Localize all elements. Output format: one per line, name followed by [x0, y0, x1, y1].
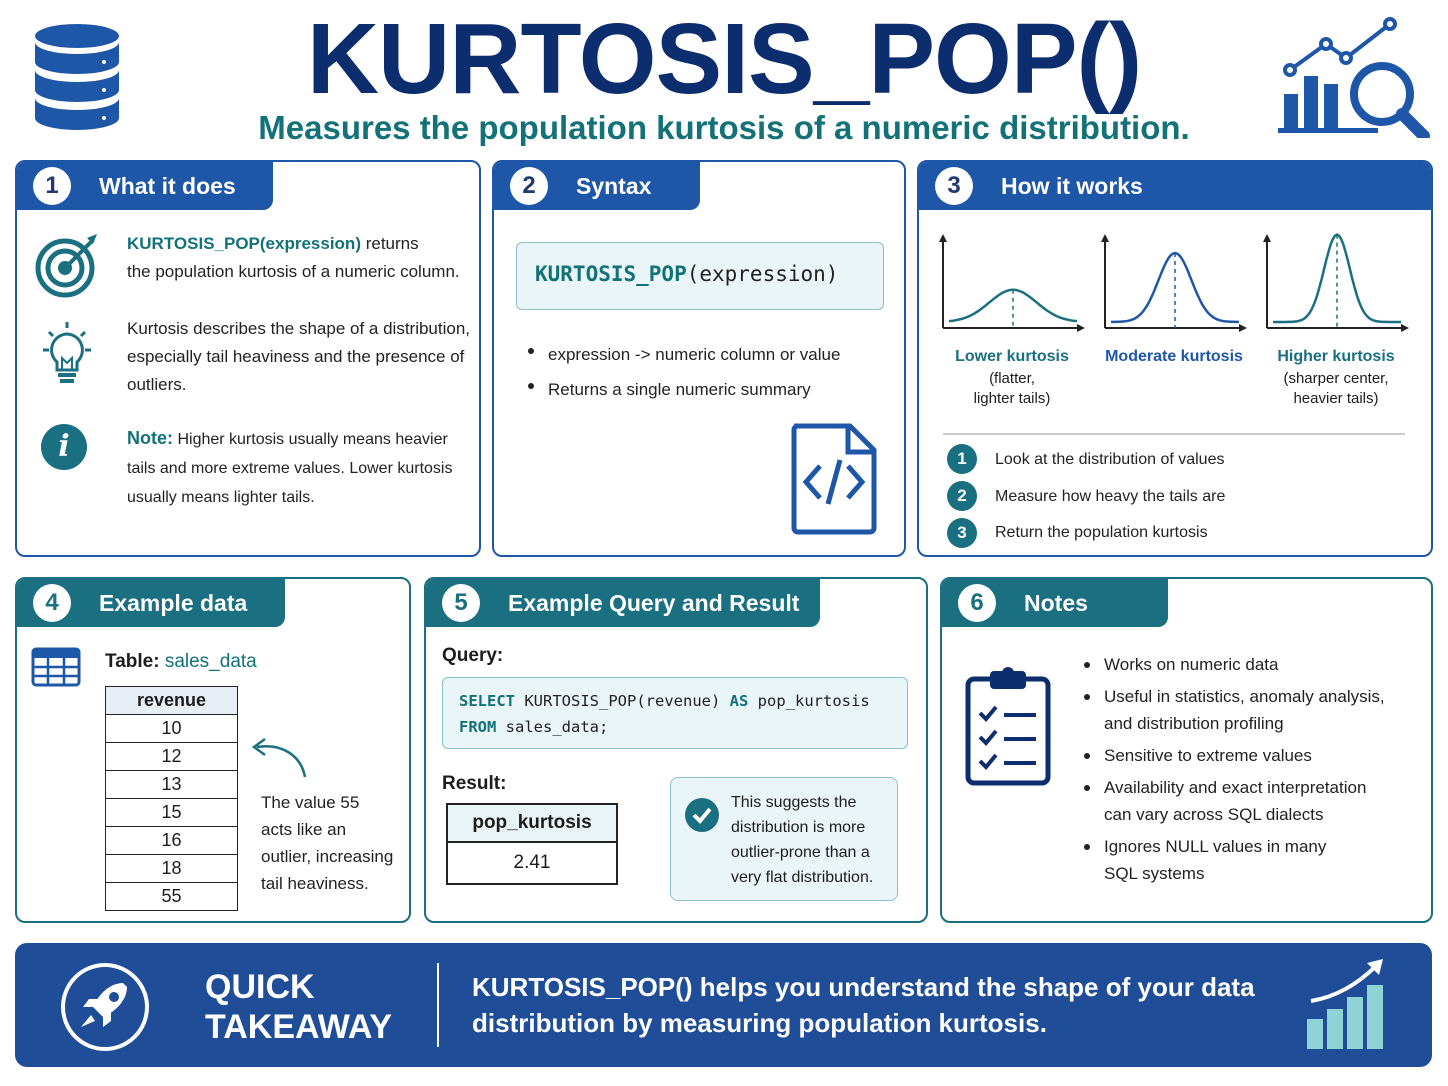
curve-label-high: Higher kurtosis (sharper center, heavier tails) [1277, 348, 1395, 407]
curve-label-moderate: Moderate kurtosis [1105, 348, 1243, 365]
step-number: 1 [33, 167, 71, 205]
check-circle-icon [685, 798, 719, 832]
step-badge: 3 [947, 518, 977, 548]
table-row [106, 827, 238, 855]
list-item: Ignores NULL values in many SQL systems [1080, 833, 1385, 887]
query-code-box: SELECT KURTOSIS_POP(revenue) AS pop_kurtosis FROM sales_data; [442, 677, 908, 749]
syntax-bullets [524, 337, 840, 407]
page-subtitle: Measures the population kurtosis of a numeric distribution. [258, 109, 1190, 146]
kurtosis-explanation: Kurtosis describes the shape of a distribution, especially tail heaviness and the presence of outliers. [127, 319, 471, 394]
page-title: KURTOSIS_POP() [306, 3, 1142, 115]
table-row [106, 883, 238, 911]
syntax-args: (expression) [686, 262, 839, 286]
function-description: KURTOSIS_POP(expression) returns the population kurtosis of a numeric column. [127, 234, 460, 281]
step-number: 6 [958, 584, 996, 622]
step-badge: 1 [947, 444, 977, 474]
axis-arrows [1263, 234, 1409, 332]
table-row [447, 842, 617, 884]
notes-list [1080, 651, 1385, 887]
example-data-card [15, 577, 411, 923]
card-header [426, 579, 820, 627]
outlier-annotation: The value 55 acts like an outlier, increasing tail heaviness. [261, 793, 394, 893]
table-cell: 10 [106, 715, 238, 743]
curved-arrow-icon [245, 735, 311, 781]
step-number: 4 [33, 584, 71, 622]
distribution-curve-0 [939, 234, 1085, 332]
result-label: Result: [442, 773, 507, 794]
insight-text: This suggests the distribution is more outlier-prone than a very flat distribution. [731, 794, 874, 886]
table-cell: 12 [106, 743, 238, 771]
card-title: How it works [1001, 172, 1143, 199]
curve-axes [1105, 236, 1245, 328]
table-cell: 55 [106, 883, 238, 911]
function-name: KURTOSIS_POP(expression) [127, 234, 361, 253]
insight-callout [670, 777, 898, 901]
syntax-code-box [516, 242, 884, 310]
card-title: What it does [99, 172, 236, 199]
distribution-curve-1 [1101, 234, 1247, 332]
takeaway-text: KURTOSIS_POP() helps you understand the shape of your data distribution by measuring population kurtosis. [472, 972, 1255, 1038]
table-name: sales_data [164, 651, 257, 672]
note-label: Note: [127, 428, 173, 448]
takeaway-label: QUICK TAKEAWAY [205, 968, 393, 1046]
card-title: Syntax [576, 172, 652, 199]
curve-axes [1267, 236, 1407, 328]
step-text: Return the population kurtosis [995, 524, 1208, 541]
table-row [106, 855, 238, 883]
card-header [942, 579, 1168, 627]
step-number: 2 [510, 167, 548, 205]
table-cell: 16 [106, 827, 238, 855]
list-item: Useful in statistics, anomaly analysis, and distribution profiling [1080, 683, 1385, 737]
list-item: Works on numeric data [1080, 651, 1385, 678]
how-it-works-card [917, 160, 1433, 557]
table-row [106, 743, 238, 771]
table-cell: 13 [106, 771, 238, 799]
card-title: Example Query and Result [508, 589, 800, 616]
syntax-function: KURTOSIS_POP [535, 262, 687, 286]
table-cell: 18 [106, 855, 238, 883]
what-it-does-card [15, 160, 481, 557]
syntax-card [492, 160, 906, 557]
step-number: 5 [442, 584, 480, 622]
info-icon: i [41, 424, 87, 470]
list-item: expression -> numeric column or value [524, 337, 840, 372]
table-row [106, 771, 238, 799]
card-header [17, 162, 273, 210]
rocket-icon [59, 961, 151, 1053]
distribution-curve-2 [1263, 234, 1409, 332]
card-header [494, 162, 700, 210]
step-badge: 2 [947, 481, 977, 511]
step-number: 3 [935, 167, 973, 205]
code-file-icon [788, 420, 880, 536]
table-row [106, 799, 238, 827]
query-label: Query: [442, 645, 504, 666]
table-icon [31, 647, 81, 687]
card-header [17, 579, 285, 627]
note-text: Note: Higher kurtosis usually means heavier tails and more extreme values. Lower kurtosis usually means lighter tails. [127, 428, 453, 506]
column-header: revenue [106, 687, 238, 715]
step-text: Look at the distribution of values [995, 451, 1225, 468]
list-item: Availability and exact interpretation can vary across SQL dialects [1080, 774, 1385, 828]
sales-data-table [105, 686, 238, 911]
lightbulb-icon [37, 320, 97, 388]
result-table [446, 803, 618, 885]
notes-card [940, 577, 1433, 923]
card-title: Notes [1024, 589, 1088, 616]
list-item: Returns a single numeric summary [524, 372, 840, 407]
step-text: Measure how heavy the tails are [995, 488, 1226, 505]
example-query-card [424, 577, 928, 923]
card-header [919, 162, 1433, 210]
target-icon [35, 232, 101, 298]
table-cell: 15 [106, 799, 238, 827]
curve-label-low: Lower kurtosis (flatter, lighter tails) [955, 348, 1069, 407]
kurtosis-curves-diagram [919, 232, 1433, 342]
divider [437, 963, 439, 1047]
chart-search-icon [1278, 14, 1434, 138]
quick-takeaway-banner [15, 943, 1432, 1067]
growth-chart-icon [1305, 957, 1389, 1053]
clipboard-checklist-icon [964, 665, 1052, 787]
column-header: pop_kurtosis [447, 804, 617, 842]
list-item: Sensitive to extreme values [1080, 742, 1385, 769]
divider [943, 433, 1405, 435]
table-caption: Table: sales_data [105, 651, 257, 672]
card-title: Example data [99, 589, 248, 616]
result-value: 2.41 [447, 842, 617, 884]
table-row [106, 715, 238, 743]
axis-arrows [1101, 234, 1247, 332]
